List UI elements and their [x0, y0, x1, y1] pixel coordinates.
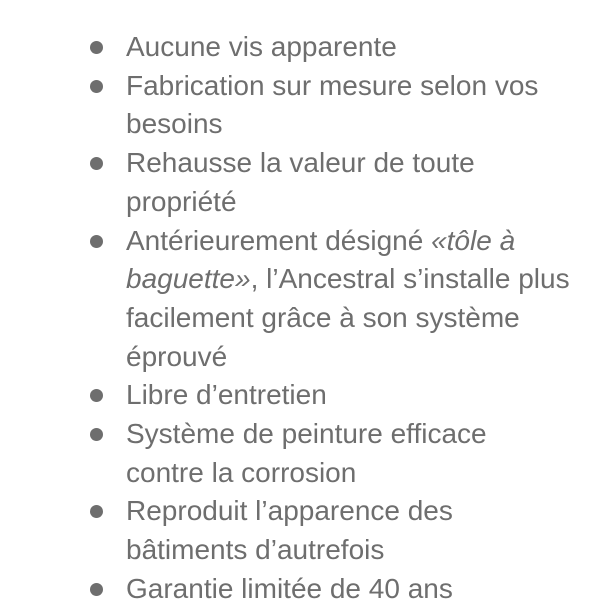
list-item-text: Rehausse la valeur de toute propriété	[126, 147, 475, 217]
list-item-text	[126, 225, 570, 372]
list-item-emphasis: «tôle à baguette»	[126, 224, 516, 295]
list-item	[0, 28, 600, 67]
bullet-icon	[90, 157, 103, 170]
list-item-text: Garantie limitée de 40 ans	[126, 572, 453, 600]
feature-list	[0, 28, 600, 600]
list-item-text: Libre d’entretien	[126, 379, 327, 411]
bullet-icon	[90, 41, 103, 54]
list-item	[0, 492, 600, 569]
bullet-icon	[90, 235, 103, 248]
list-item-text: Fabrication sur mesure selon vos besoins	[126, 69, 539, 140]
bullet-icon	[90, 505, 103, 518]
list-item	[0, 570, 600, 600]
bullet-icon	[90, 583, 103, 596]
list-item	[0, 415, 600, 492]
list-item-text: Aucune vis apparente	[126, 31, 397, 62]
bullet-icon	[90, 389, 103, 402]
bullet-icon	[90, 428, 103, 441]
list-item	[0, 144, 600, 221]
list-item-text-prefix: Antérieurement désigné	[126, 224, 432, 256]
list-item-text: Reproduit l’apparence des bâtiments d’autrefois	[126, 495, 453, 566]
list-item-text: Système de peinture efficace contre la corrosion	[126, 418, 487, 488]
list-item-text-suffix: , l’Ancestral s’installe plus facilement grâce à son système éprouvé	[126, 263, 570, 372]
list-item	[0, 376, 600, 415]
bullet-icon	[90, 80, 103, 93]
list-item	[0, 222, 600, 377]
list-item	[0, 67, 600, 144]
